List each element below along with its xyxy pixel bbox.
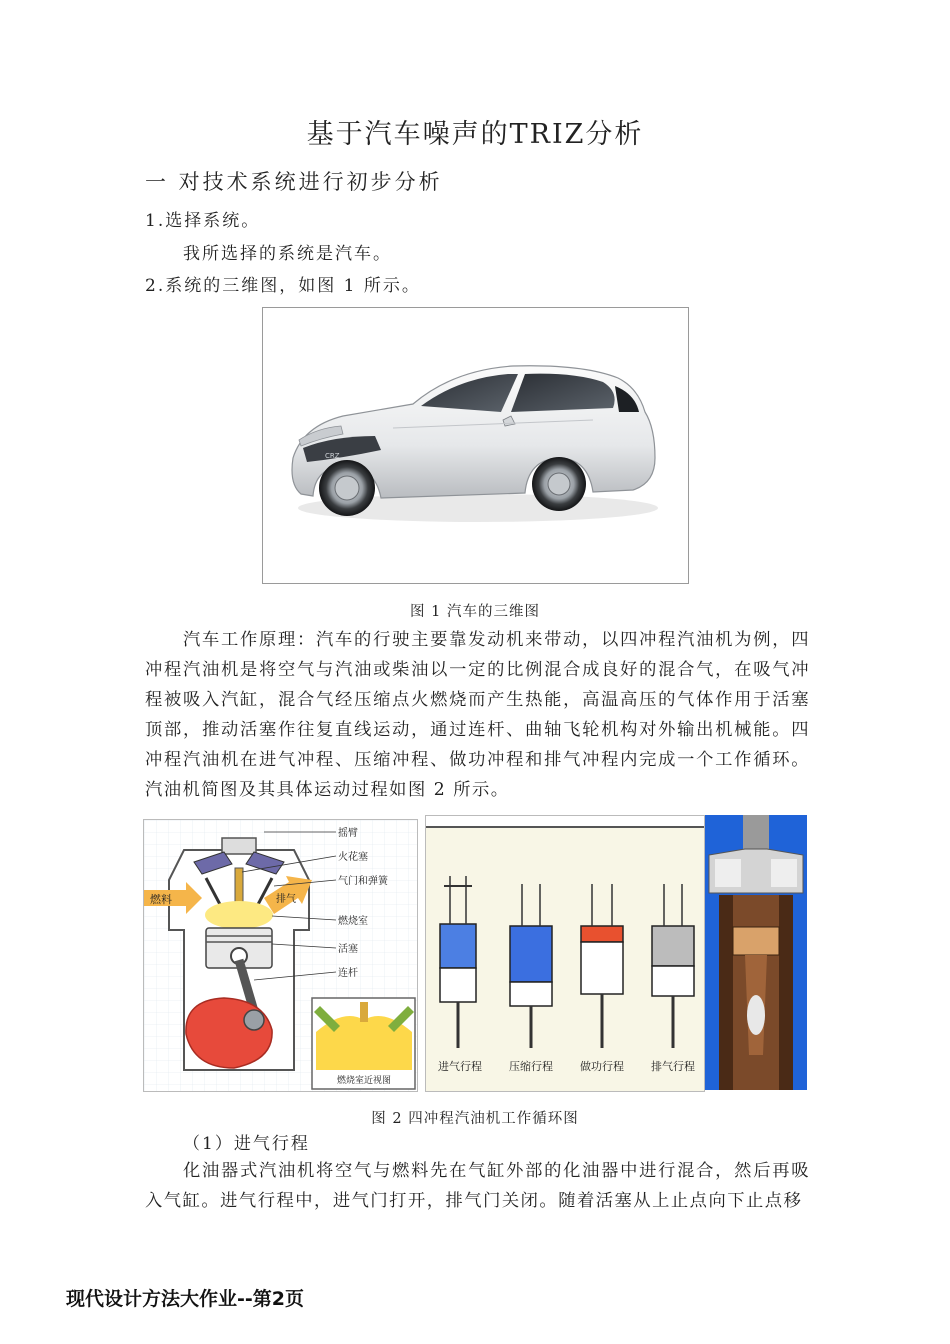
- combustion-inset-label: 燃烧室近视图: [336, 1076, 392, 1086]
- stroke-intake: [440, 876, 476, 1048]
- item-1-text: 我所选择的系统是汽车。: [183, 244, 392, 264]
- subheading-intake-stroke: （1）进气行程: [183, 1134, 310, 1154]
- engine-label-spark-plug: 火花塞: [338, 852, 368, 863]
- figure-2-cylinder-cutaway: [705, 815, 807, 1090]
- stroke-label-exhaust: 排气行程: [651, 1060, 695, 1073]
- engine-label-connecting-rod: 连杆: [338, 968, 358, 979]
- fuel-arrow-label: 燃料: [150, 893, 172, 906]
- figure-2-four-strokes: [425, 815, 705, 1092]
- page-footer: 现代设计方法大作业--第2页: [66, 1288, 304, 1310]
- stroke-compression: [510, 884, 552, 1048]
- stroke-label-intake: 进气行程: [438, 1060, 482, 1073]
- car-badge: CRZ: [325, 452, 340, 460]
- stroke-power: [581, 884, 623, 1048]
- engine-label-piston: 活塞: [338, 944, 358, 955]
- figure-1-caption: 图 1 汽车的三维图: [410, 604, 540, 620]
- stroke-exhaust: [652, 884, 694, 1048]
- paragraph-intake-stroke: 化油器式汽油机将空气与燃料先在气缸外部的化油器中进行混合，然后再吸入气缸。进气行程中，进气门打开，排气门关闭。随着活塞从上止点向下止点移: [145, 1161, 810, 1211]
- stroke-label-power: 做功行程: [580, 1060, 624, 1073]
- engine-label-combustion-chamber: 燃烧室: [338, 916, 368, 927]
- figure-2-engine-diagram: [143, 819, 418, 1092]
- car-illustration: [263, 308, 688, 583]
- engine-label-valve-spring: 气门和弹簧: [338, 876, 388, 887]
- stroke-label-compression: 压缩行程: [509, 1060, 553, 1073]
- item-1-label: 1.选择系统。: [145, 211, 261, 231]
- page-title: 基于汽车噪声的TRIZ分析: [306, 119, 644, 150]
- figure-1-car-image: [262, 307, 689, 584]
- paragraph-working-principle: 汽车工作原理：汽车的行驶主要靠发动机来带动，以四冲程汽油机为例，四冲程汽油机是将空气与汽油或柴油以一定的比例混合成良好的混合气，在吸气冲程被吸入汽缸，混合气经压缩点火燃烧而产生热能，高温高压的气体作用于活塞顶部，推动活塞作往复直线运动，通过连杆、曲轴飞轮机构对外输出机械能。四冲程汽油机在进气冲程、压缩冲程、做功冲程和排气冲程内完成一个工作循环。汽油机简图及其具体运动过程如图 2 所示。: [145, 630, 810, 800]
- engine-label-rocker: 摇臂: [338, 828, 358, 839]
- exhaust-arrow-label: 排气: [276, 894, 296, 905]
- item-2-label: 2.系统的三维图，如图 1 所示。: [145, 276, 421, 296]
- figure-2-caption: 图 2 四冲程汽油机工作循环图: [371, 1111, 579, 1127]
- section-heading: 一 对技术系统进行初步分析: [145, 170, 443, 194]
